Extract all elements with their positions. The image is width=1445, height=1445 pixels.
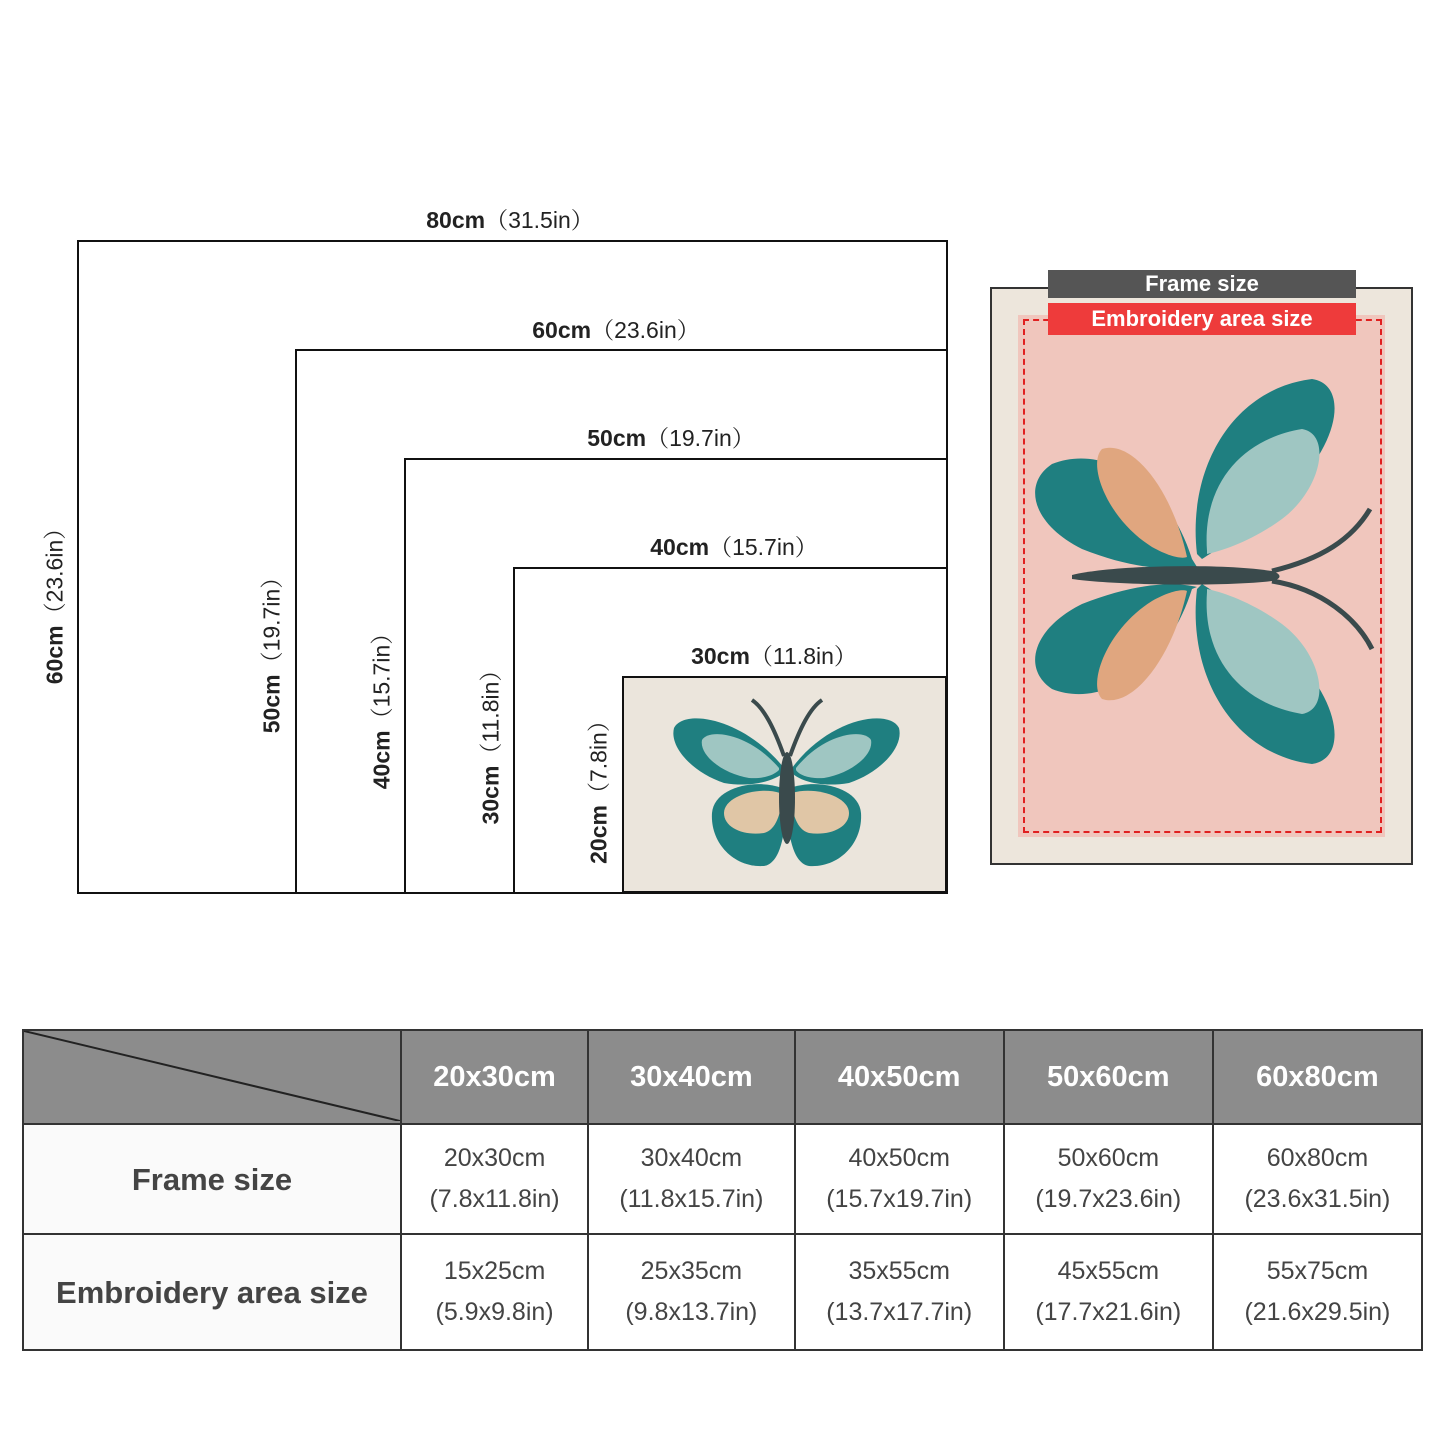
- width-cm: 60cm: [532, 317, 592, 343]
- width-in: （11.8in）: [749, 643, 857, 669]
- cell-cm: 25x35cm: [640, 1257, 743, 1285]
- table-cell: [1004, 1124, 1213, 1234]
- size-table: [22, 1029, 1423, 1351]
- table-row-embroidery-area: [23, 1234, 1422, 1350]
- table-cell: [795, 1234, 1004, 1350]
- frame-size-label: Frame size: [1048, 270, 1356, 298]
- cell-in: (13.7x17.7in): [826, 1298, 973, 1326]
- row-label: Embroidery area size: [23, 1234, 401, 1350]
- cell-cm: 55x75cm: [1266, 1257, 1369, 1285]
- table-header-row: [23, 1030, 1422, 1124]
- column-header: 50x60cm: [1004, 1030, 1213, 1124]
- width-label-50: [541, 420, 801, 453]
- cell-cm: 30x40cm: [640, 1144, 743, 1172]
- small-butterfly-artwork: [622, 676, 947, 893]
- height-cm: 20cm: [585, 805, 612, 864]
- cell-in: (23.6x31.5in): [1244, 1185, 1391, 1213]
- cell-in: (11.8x15.7in): [619, 1185, 764, 1213]
- table-corner-cell: [23, 1030, 401, 1124]
- width-label-80: [380, 202, 640, 235]
- width-in: （15.7in）: [709, 534, 818, 560]
- cell-cm: 50x60cm: [1057, 1144, 1160, 1172]
- height-in: （11.8in）: [477, 658, 504, 766]
- butterfly-illustration: [624, 678, 947, 893]
- width-label-30: [644, 638, 904, 671]
- cell-in: (17.7x21.6in): [1035, 1298, 1182, 1326]
- cell-in: (7.8x11.8in): [429, 1185, 560, 1213]
- column-header: 60x80cm: [1213, 1030, 1422, 1124]
- row-label: Frame size: [23, 1124, 401, 1234]
- height-cm: 60cm: [41, 625, 68, 685]
- table-cell: [401, 1124, 588, 1234]
- cell-cm: 40x50cm: [848, 1144, 950, 1172]
- column-header: 30x40cm: [588, 1030, 795, 1124]
- cell-in: (19.7x23.6in): [1035, 1185, 1182, 1213]
- height-label-20: [581, 677, 614, 897]
- width-label-40: [604, 529, 864, 562]
- height-label-50: [254, 540, 287, 760]
- large-butterfly-artwork: [990, 287, 1413, 865]
- column-header: 20x30cm: [401, 1030, 588, 1124]
- height-in: （15.7in）: [368, 621, 395, 731]
- cell-cm: 60x80cm: [1266, 1144, 1369, 1172]
- table-cell: [588, 1124, 795, 1234]
- width-cm: 30cm: [691, 643, 750, 669]
- embroidery-area-label: Embroidery area size: [1048, 303, 1356, 335]
- cell-cm: 15x25cm: [443, 1257, 546, 1285]
- table-cell: [1004, 1234, 1213, 1350]
- height-label-40: [364, 596, 397, 816]
- height-label-60: [37, 491, 70, 711]
- table-cell: [795, 1124, 1004, 1234]
- height-in: （23.6in）: [41, 516, 68, 626]
- height-cm: 30cm: [477, 765, 504, 825]
- width-cm: 80cm: [426, 207, 486, 233]
- width-cm: 40cm: [650, 534, 710, 560]
- height-label-30: [473, 632, 506, 852]
- cell-in: (15.7x19.7in): [826, 1185, 973, 1213]
- table-cell: [588, 1234, 795, 1350]
- height-in: （7.8in）: [585, 709, 612, 806]
- cell-in: (21.6x29.5in): [1244, 1298, 1391, 1326]
- cell-in: (9.8x13.7in): [625, 1298, 758, 1326]
- width-in: （19.7in）: [646, 425, 755, 451]
- cell-cm: 20x30cm: [443, 1144, 546, 1172]
- embroidery-area-outline: [1023, 319, 1382, 833]
- cell-cm: 45x55cm: [1057, 1257, 1160, 1285]
- table-cell: [1213, 1234, 1422, 1350]
- cell-in: (5.9x9.8in): [435, 1298, 554, 1326]
- width-cm: 50cm: [587, 425, 647, 451]
- width-label-60: [486, 312, 746, 345]
- cell-cm: 35x55cm: [848, 1257, 950, 1285]
- width-in: （31.5in）: [485, 207, 594, 233]
- diagonal-divider: [24, 1031, 400, 1121]
- table-row-frame-size: [23, 1124, 1422, 1234]
- height-in: （19.7in）: [258, 565, 285, 675]
- table-cell: [401, 1234, 588, 1350]
- height-cm: 50cm: [258, 674, 285, 734]
- column-header: 40x50cm: [795, 1030, 1004, 1124]
- table-cell: [1213, 1124, 1422, 1234]
- width-in: （23.6in）: [591, 317, 700, 343]
- height-cm: 40cm: [368, 730, 395, 790]
